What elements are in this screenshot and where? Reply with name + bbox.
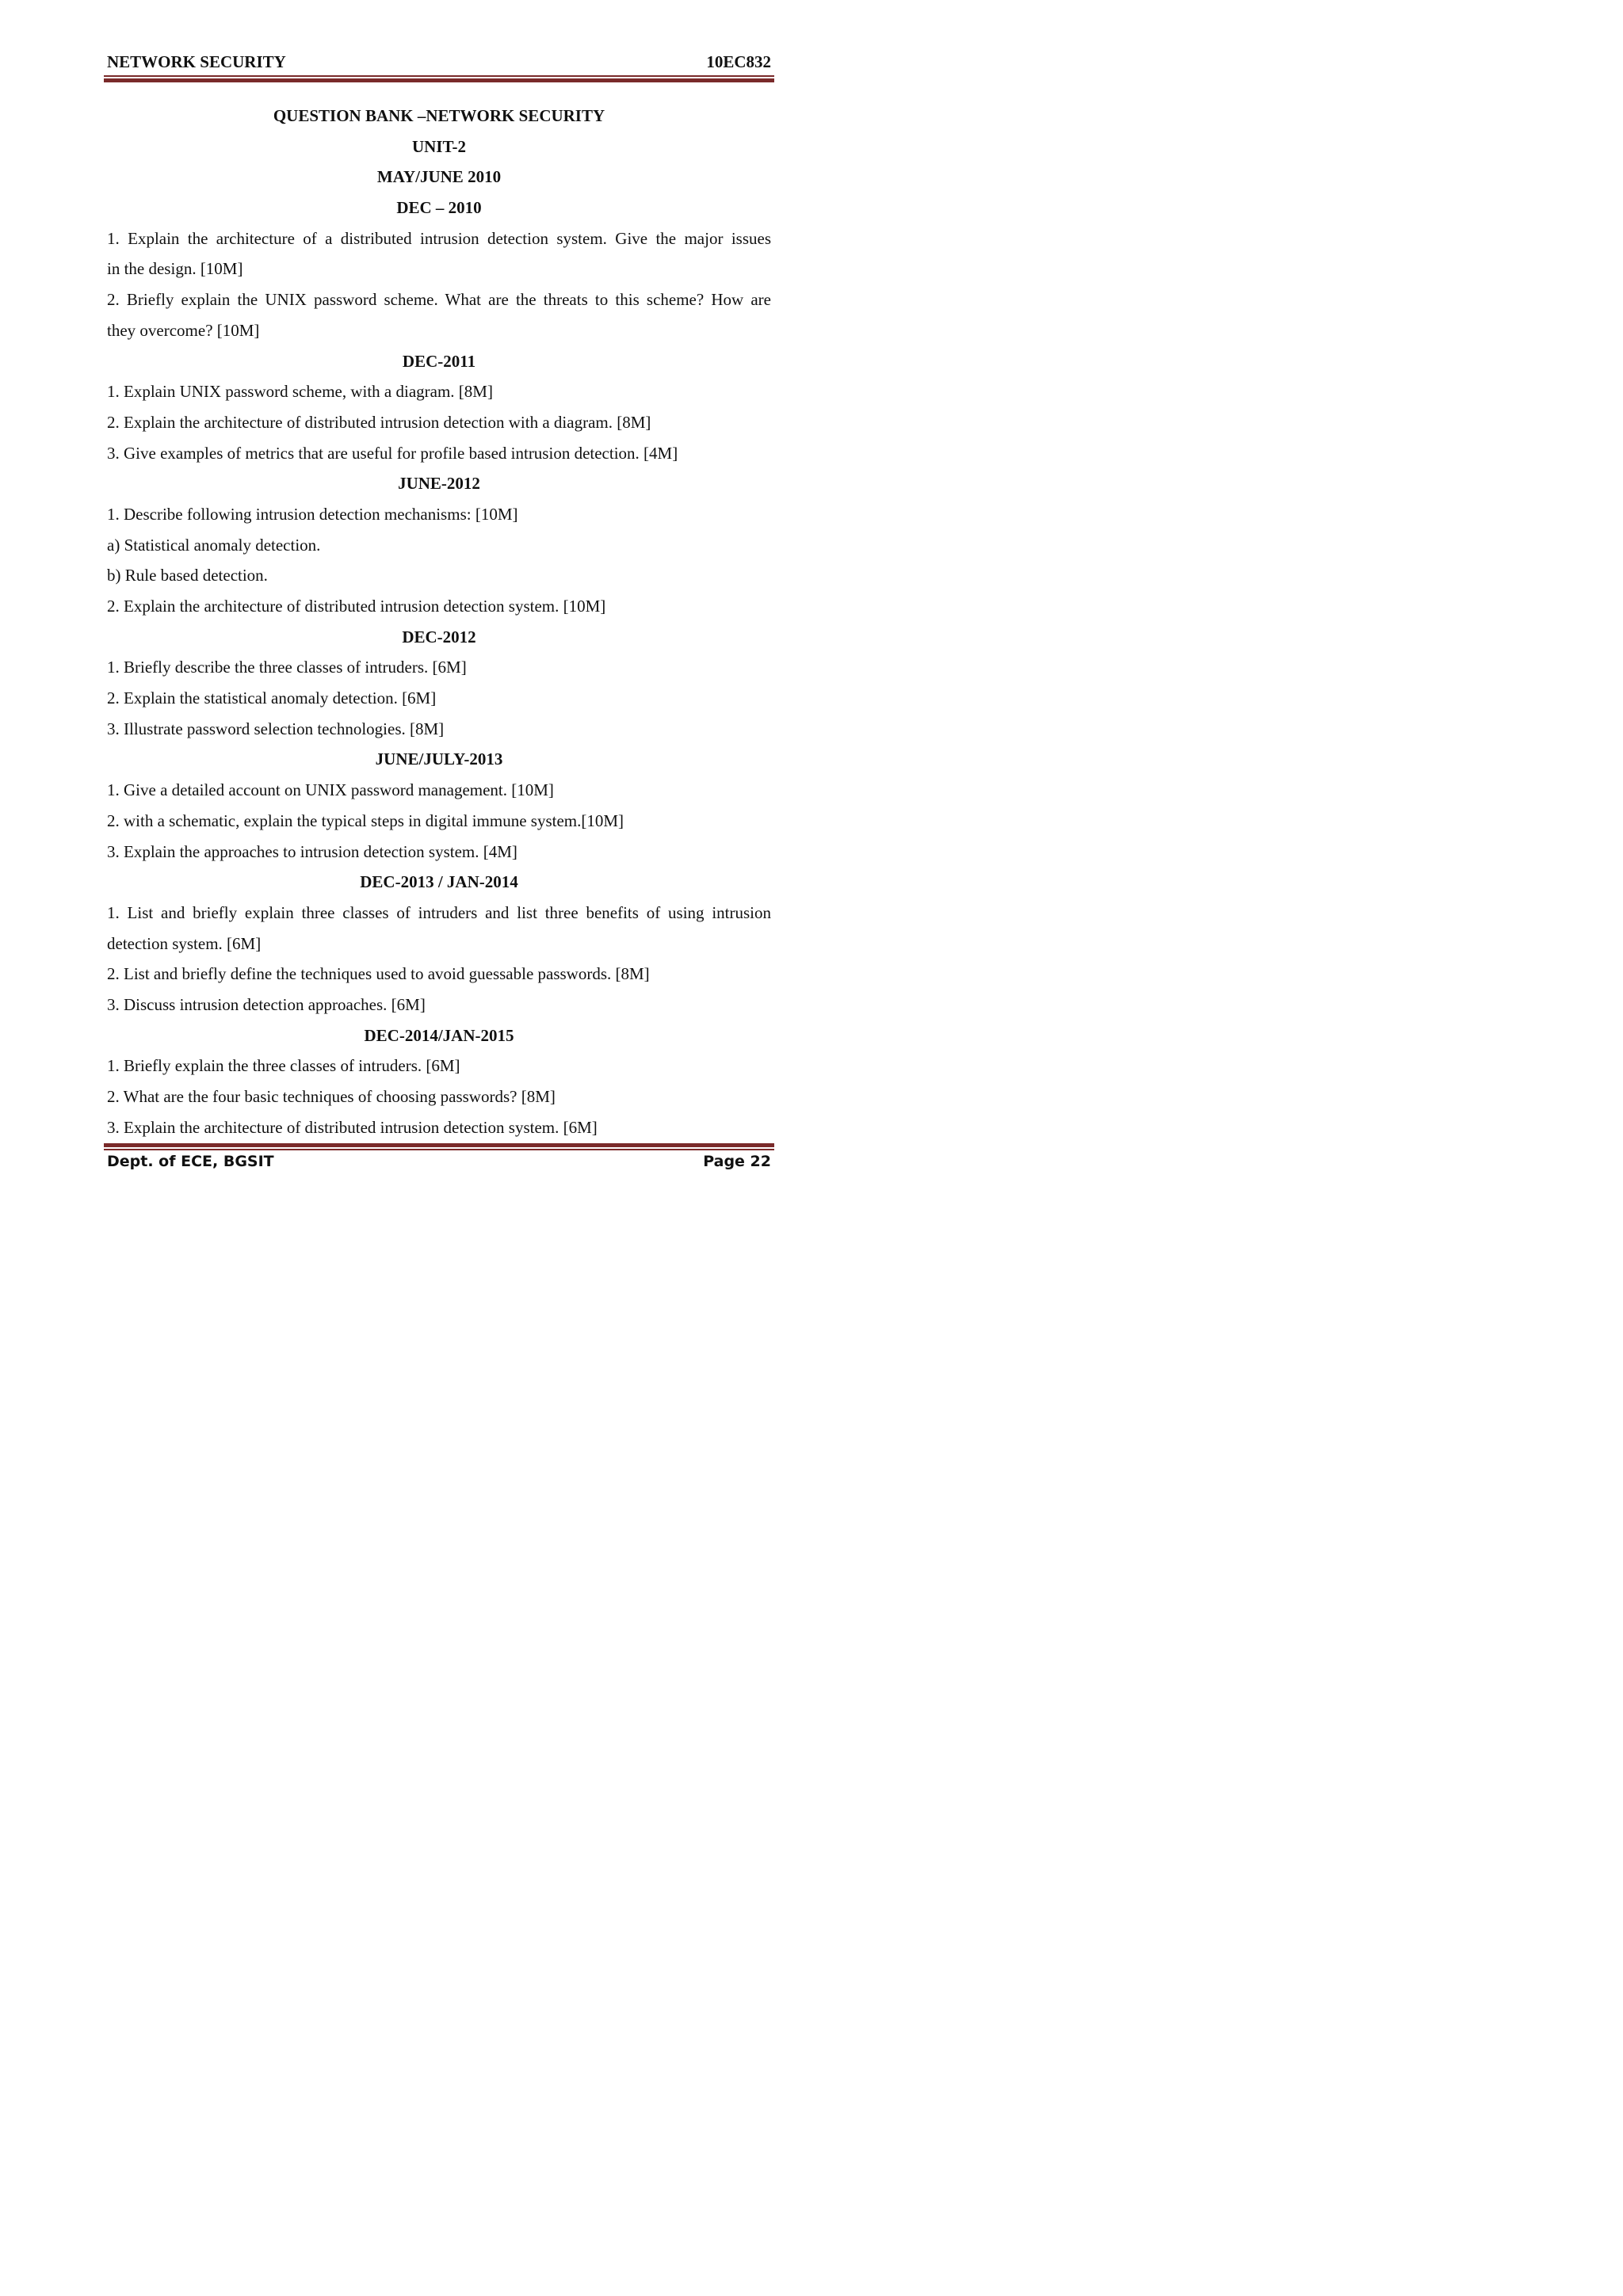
exam-section — [107, 622, 771, 745]
question-item — [107, 990, 771, 1020]
question-line: 1. Describe following intrusion detection mechanisms: [10M] — [107, 504, 518, 524]
question-line: in the design. [10M] — [107, 259, 243, 279]
page-footer — [107, 1153, 771, 1173]
question-item — [107, 1081, 771, 1112]
question-item — [107, 837, 771, 868]
question-line: 1. Briefly describe the three classes of intruders. [6M] — [107, 658, 467, 677]
exam-session-heading: MAY/JUNE 2010 — [376, 167, 502, 187]
exam-section — [107, 1020, 771, 1143]
page-title: QUESTION BANK –NETWORK SECURITY — [273, 106, 605, 125]
question-line: 2. Explain the architecture of distributed intrusion detection system. [10M] — [107, 597, 606, 616]
question-item — [107, 530, 771, 561]
question-item — [107, 591, 771, 622]
question-item — [107, 959, 771, 990]
question-line: b) Rule based detection. — [107, 566, 268, 585]
question-line: 2. What are the four basic techniques of choosing passwords? [8M] — [107, 1087, 556, 1106]
question-line: 1. List and briefly explain three classes of intruders and list three benefits of using intrusion — [107, 902, 771, 922]
page-header — [107, 52, 771, 74]
question-item — [107, 560, 771, 591]
question-item — [107, 652, 771, 683]
question-line: 1. Explain the architecture of a distributed intrusion detection system. Give the major issues — [107, 228, 771, 248]
exam-sections — [107, 162, 771, 1142]
question-line: 2. List and briefly define the techniques used to avoid guessable passwords. [8M] — [107, 964, 650, 984]
question-line: 2. Explain the architecture of distributed intrusion detection with a diagram. [8M] — [107, 412, 651, 432]
question-item — [107, 499, 771, 530]
question-line: 3. Explain the architecture of distributed intrusion detection system. [6M] — [107, 1117, 598, 1137]
question-line: 2. with a schematic, explain the typical steps in digital immune system.[10M] — [107, 810, 624, 830]
exam-section — [107, 867, 771, 1020]
question-line: 1. Give a detailed account on UNIX password management. [10M] — [107, 780, 554, 800]
exam-section — [107, 346, 771, 469]
question-item — [107, 898, 771, 959]
question-item — [107, 407, 771, 438]
question-line: detection system. [6M] — [107, 933, 262, 953]
question-item — [107, 714, 771, 745]
exam-section — [107, 744, 771, 867]
exam-section — [107, 468, 771, 621]
header-subject: NETWORK SECURITY — [107, 52, 286, 71]
exam-session-heading: JUNE/JULY-2013 — [375, 749, 503, 769]
exam-session-heading: DEC-2014/JAN-2015 — [364, 1025, 514, 1045]
question-item — [107, 376, 771, 407]
question-item — [107, 223, 771, 284]
question-item — [107, 683, 771, 714]
exam-session-heading: DEC – 2010 — [396, 198, 482, 218]
question-item — [107, 1112, 771, 1143]
question-line: 3. Discuss intrusion detection approaches. [6M] — [107, 994, 426, 1014]
exam-session-heading: DEC-2012 — [402, 627, 476, 646]
question-line: 3. Explain the approaches to intrusion detection system. [4M] — [107, 841, 517, 861]
exam-session-heading: DEC-2011 — [402, 351, 476, 371]
header-rule — [104, 75, 774, 82]
question-item — [107, 775, 771, 806]
exam-session-heading: DEC-2013 / JAN-2014 — [360, 872, 518, 892]
exam-session-heading: JUNE-2012 — [398, 474, 480, 494]
question-line: 1. Explain UNIX password scheme, with a diagram. [8M] — [107, 382, 493, 402]
question-line: 2. Explain the statistical anomaly detection. [6M] — [107, 688, 437, 708]
question-bank — [107, 101, 771, 1142]
question-item — [107, 284, 771, 345]
page-number: Page 22 — [703, 1153, 771, 1170]
question-line: they overcome? [10M] — [107, 320, 260, 340]
question-line: 3. Give examples of metrics that are useful for profile based intrusion detection. [4M] — [107, 443, 678, 463]
question-line: 2. Briefly explain the UNIX password scheme. What are the threats to this scheme? How are — [107, 290, 771, 310]
question-item — [107, 438, 771, 469]
question-item — [107, 1051, 771, 1081]
exam-section — [107, 162, 771, 345]
footer-department: Dept. of ECE, BGSIT — [107, 1153, 274, 1170]
question-line: a) Statistical anomaly detection. — [107, 535, 321, 555]
question-line: 1. Briefly explain the three classes of intruders. [6M] — [107, 1056, 460, 1076]
question-item — [107, 806, 771, 837]
question-line: 3. Illustrate password selection technologies. [8M] — [107, 719, 445, 738]
footer-rule — [104, 1143, 774, 1150]
header-course-code: 10EC832 — [706, 52, 771, 71]
unit-heading: UNIT-2 — [411, 136, 467, 156]
